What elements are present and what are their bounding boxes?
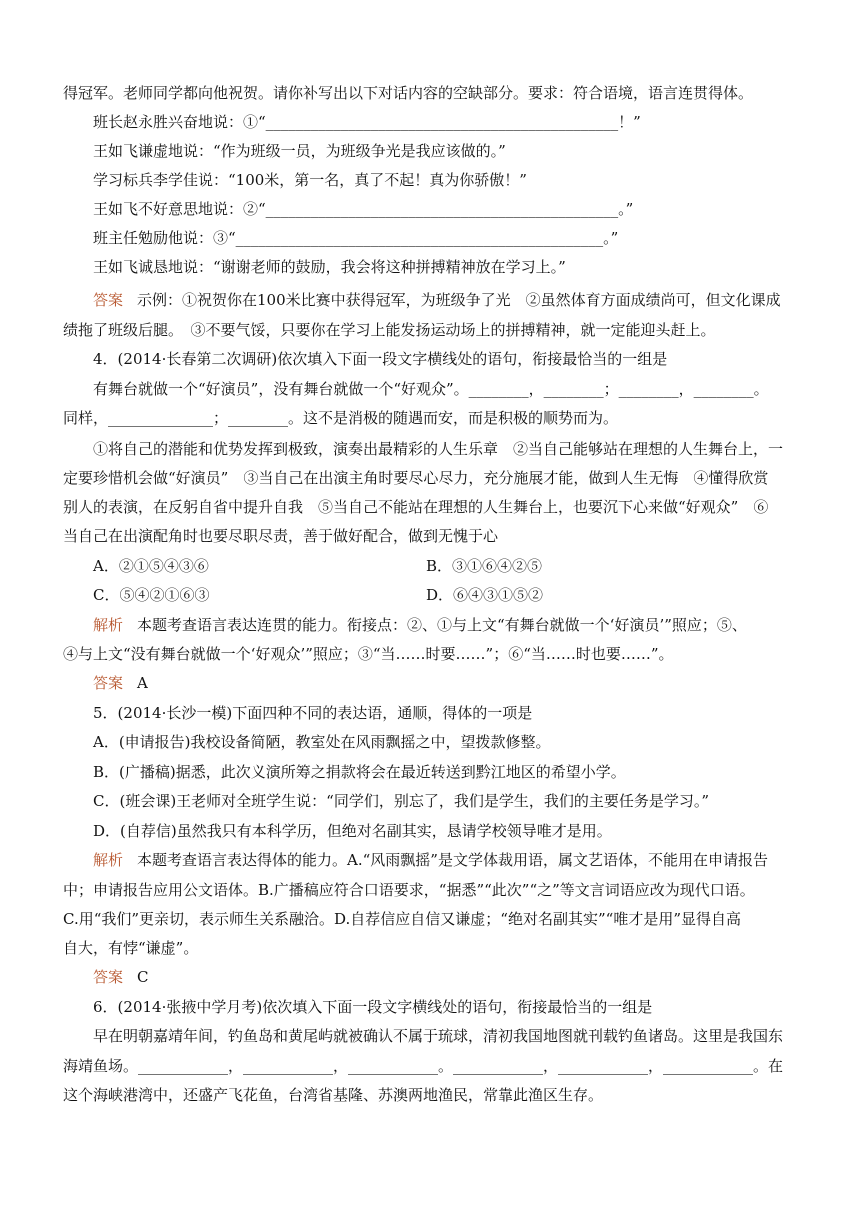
text-line: 早在明朝嘉靖年间，钓鱼岛和黄尾屿就被确认不属于琉球，清初我国地图就刊载钓鱼诸岛。这里是我国东 — [93, 1027, 784, 1045]
text-line: ①将自己的潜能和优势发挥到极致，演奏出最精彩的人生乐章 ②当自己能够站在理想的人生舞台上，一 — [93, 440, 784, 458]
analysis-text: 本题考查语言表达得体的能力。A.“风雨飘摇”是文学体裁用语，属文艺语体，不能用在申请报告 — [137, 851, 768, 869]
option-b: B．(广播稿)据悉，此次义演所筹之捐款将会在最近转送到黔江地区的希望小学。 — [93, 763, 626, 781]
option-a: A．(申请报告)我校设备简陋，教室处在风雨飘摇之中，望拨款修整。 — [93, 733, 551, 751]
text-line: C.用“我们”更亲切，表示师生关系融洽。D.自荐信应自信又谦虚；“绝对名副其实”“唯才是用”显得自高 — [63, 910, 741, 928]
text-line: 王如飞诚恳地说：“谢谢老师的鼓励，我会将这种拼搏精神放在学习上。” — [93, 258, 566, 276]
option-c: C．⑤④②①⑥③ — [93, 586, 210, 604]
answer-label: 答案 — [93, 291, 124, 309]
text-line: 有舞台就做一个“好演员”，没有舞台就做一个“好观众”。________，________；________，________。 — [93, 380, 769, 398]
text-line: 自大，有悖“谦虚”。 — [63, 939, 199, 957]
analysis-line — [93, 850, 768, 870]
answer-label: 答案 — [93, 674, 124, 692]
question-6-title: 6．(2014·张掖中学月考)依次填入下面一段文字横线处的语句，衔接最恰当的一组是 — [93, 998, 653, 1016]
answer-text: 示例：①祝贺你在100米比赛中获得冠军，为班级争了光 ②虽然体育方面成绩尚可，但文化课成 — [137, 291, 781, 309]
answer-line — [93, 673, 148, 693]
text-line: ④与上文“没有舞台就做一个‘好观众’”照应；③“当……时要……”；⑥“当……时也要……”。 — [63, 645, 674, 663]
text-line: 中；申请报告应用公文语体。B.广播稿应符合口语要求，“据悉”“此次”“之”等文言词语应改为现代口语。 — [63, 881, 755, 899]
question-4-title: 4．(2014·长春第二次调研)依次填入下面一段文字横线处的语句，衔接最恰当的一组是 — [93, 350, 668, 368]
answer-label: 答案 — [93, 968, 124, 986]
text-line: 定要珍惜机会做“好演员” ③当自己在出演主角时要尽心尽力，充分施展才能，做到人生无悔 ④懂得欣赏 — [63, 469, 769, 487]
text-line: 同样，______________；________。这不是消极的随遇而安，而是积极的顺势而为。 — [63, 409, 619, 427]
analysis-label: 解析 — [93, 616, 124, 634]
text-line: 王如飞谦虚地说：“作为班级一员，为班级争光是我应该做的。” — [93, 142, 506, 160]
text-line: 当自己在出演配角时也要尽职尽责，善于做好配合，做到无愧于心 — [63, 527, 499, 545]
answer-text: A — [137, 674, 148, 692]
analysis-line — [93, 615, 747, 635]
option-a: A．②①⑤④③⑥ — [93, 557, 209, 575]
dialogue-blank-3: 班主任勉励他说：③“_________________________________________________。” — [93, 229, 619, 247]
analysis-label: 解析 — [93, 851, 124, 869]
text-line: 学习标兵李学佳说：“100米，第一名，真了不起！真为你骄傲！” — [93, 171, 527, 189]
option-d: D．⑥④③①⑤② — [426, 586, 544, 604]
question-5-title: 5．(2014·长沙一模)下面四种不同的表达语，通顺，得体的一项是 — [93, 704, 533, 722]
option-b: B．③①⑥④②⑤ — [426, 557, 543, 575]
option-c: C．(班会课)王老师对全班学生说：“同学们，别忘了，我们是学生，我们的主要任务是学习。” — [93, 792, 710, 810]
option-d: D．(自荐信)虽然我只有本科学历，但绝对名副其实，恳请学校领导唯才是用。 — [93, 822, 612, 840]
text-line: 这个海峡港湾中，还盛产飞花鱼，台湾省基隆、苏澳两地渔民，常靠此渔区生存。 — [63, 1086, 604, 1104]
answer-text: C — [137, 968, 149, 986]
answer-line — [93, 290, 781, 310]
analysis-text: 本题考查语言表达连贯的能力。衔接点：②、①与上文“有舞台就做一个‘好演员’”照应；⑤、 — [137, 616, 747, 634]
text-line: 别人的表演，在反躬自省中提升自我 ⑤当自己不能站在理想的人生舞台上，也要沉下心来做“好观众” ⑥ — [63, 498, 769, 516]
dialogue-blank-1: 班长赵永胜兴奋地说：①“_______________________________________________！” — [93, 113, 641, 131]
dialogue-blank-2: 王如飞不好意思地说：②“_______________________________________________。” — [93, 200, 634, 218]
text-line: 得冠军。老师同学都向他祝贺。请你补写出以下对话内容的空缺部分。要求：符合语境，语言连贯得体。 — [63, 84, 754, 102]
answer-line — [93, 967, 149, 987]
text-line: 绩拖了班级后腿。 ③不要气馁，只要你在学习上能发扬运动场上的拼搏精神，就一定能迎头赶上。 — [63, 321, 716, 339]
text-line: 海靖鱼场。____________，____________，____________。____________，____________，____________。在 — [63, 1057, 784, 1075]
